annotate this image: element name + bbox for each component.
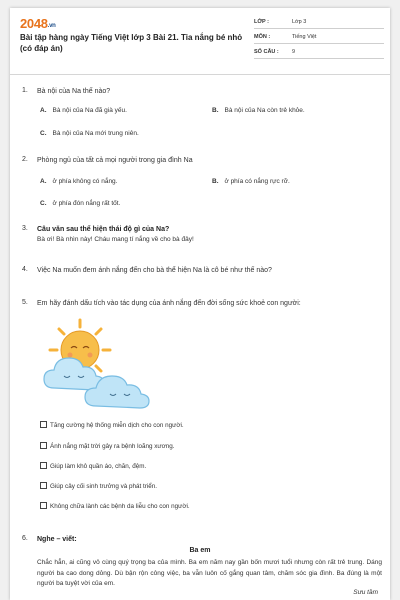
option-c[interactable] [40,130,139,137]
meta-row-subject [254,31,384,44]
option-a[interactable] [40,107,127,114]
option-letter: C. [40,200,47,207]
option-b[interactable] [212,178,290,185]
question-number: 4. [22,266,28,273]
logo-domain: .vn [47,23,56,29]
meta-table [254,16,384,61]
question-number: 1. [22,87,28,94]
site-logo[interactable] [20,16,56,31]
checkbox-item[interactable] [40,482,157,490]
option-text: ở phía không có nắng. [52,178,118,185]
header-divider [10,74,390,75]
page-title: Bài tập hàng ngày Tiếng Việt lớp 3 Bài 21. Tia nắng bé nhỏ (có đáp án) [20,33,243,53]
question-number: 2. [22,156,28,163]
passage-title: Ba em [189,547,211,554]
checkbox-item[interactable] [40,462,146,470]
worksheet-header [10,8,390,70]
question-number: 5. [22,299,28,306]
meta-label: SỐ CÂU : [254,49,279,55]
meta-row-grade [254,16,384,29]
cloud-icon [44,358,104,390]
option-text: Bà nội của Na mới trung niên. [52,130,139,137]
sun-behind-clouds-icon [40,318,152,410]
option-letter: B. [212,178,219,185]
option-text: Bà nội của Na đã già yếu. [52,107,127,114]
option-b[interactable] [212,107,305,114]
question-number: 3. [22,225,28,232]
question-text: Câu văn sau thể hiện thái độ gì của Na? [37,226,170,233]
meta-row-count [254,46,384,59]
passage-source: Sưu tầm [353,589,378,596]
option-letter: B. [212,107,219,114]
passage-text: Chắc hẳn, ai cũng vô cùng quý trọng ba của mình. Ba em năm nay gần bốn mươi tuổi nhưng còn rất trẻ trung. Dáng người ba cao dong dỏng. Dù bận rộn công việc, ba vẫn luôn cố gắng quan tâm, chăm sóc gia đình. Ba đúng là một người ba tuyệt vời của em. [37,559,382,587]
question-text: Bà nội của Na thế nào? [37,88,111,95]
checkbox[interactable] [40,421,47,428]
question-number: 6. [22,535,28,542]
meta-value: Lớp 3 [292,19,307,25]
question-text: Phòng ngủ của tất cả mọi người trong gia đình Na [37,157,193,164]
checkbox[interactable] [40,462,47,469]
meta-value: Tiếng Việt [292,34,317,40]
checkbox-label: Giúp cây cối sinh trưởng và phát triển. [50,483,158,490]
checkbox-label: Không chữa lành các bệnh da liễu cho con người. [50,503,190,510]
meta-value: 9 [292,49,296,55]
checkbox-item[interactable] [40,502,190,510]
option-a[interactable] [40,178,117,185]
quoted-sentence: Bà ơi! Bà nhìn này! Cháu mang tí nắng về cho bà đây! [37,236,194,243]
option-text: ở phía có nắng rực rỡ. [224,178,290,185]
checkbox-item[interactable] [40,421,184,429]
option-text: Bà nội của Na còn trẻ khỏe. [224,107,305,114]
question-text: Em hãy đánh dấu tích vào tác dụng của ánh nắng đến đời sống sức khoẻ con người: [37,300,301,307]
question-text: Việc Na muốn đem ánh nắng đến cho bà thể hiện Na là cô bé như thế nào? [37,267,272,274]
logo-number: 2048 [20,16,48,31]
checkbox[interactable] [40,482,47,489]
option-letter: A. [40,178,47,185]
checkbox-item[interactable] [40,442,175,450]
option-letter: C. [40,130,47,137]
option-letter: A. [40,107,47,114]
option-c[interactable] [40,200,120,207]
meta-label: LỚP : [254,19,269,25]
checkbox-label: Tăng cường hệ thống miễn dịch cho con người. [50,422,184,429]
meta-label: MÔN : [254,34,271,40]
checkbox-label: Giúp làm khô quần áo, chăn, đệm. [50,463,147,470]
option-text: ở phía đón nắng rất tốt. [52,200,121,207]
checkbox[interactable] [40,502,47,509]
checkbox-label: Ánh nắng mặt trời gây ra bệnh loãng xương. [50,443,175,450]
checkbox[interactable] [40,442,47,449]
worksheet-page [10,8,390,600]
question-text: Nghe – viết: [37,536,77,543]
